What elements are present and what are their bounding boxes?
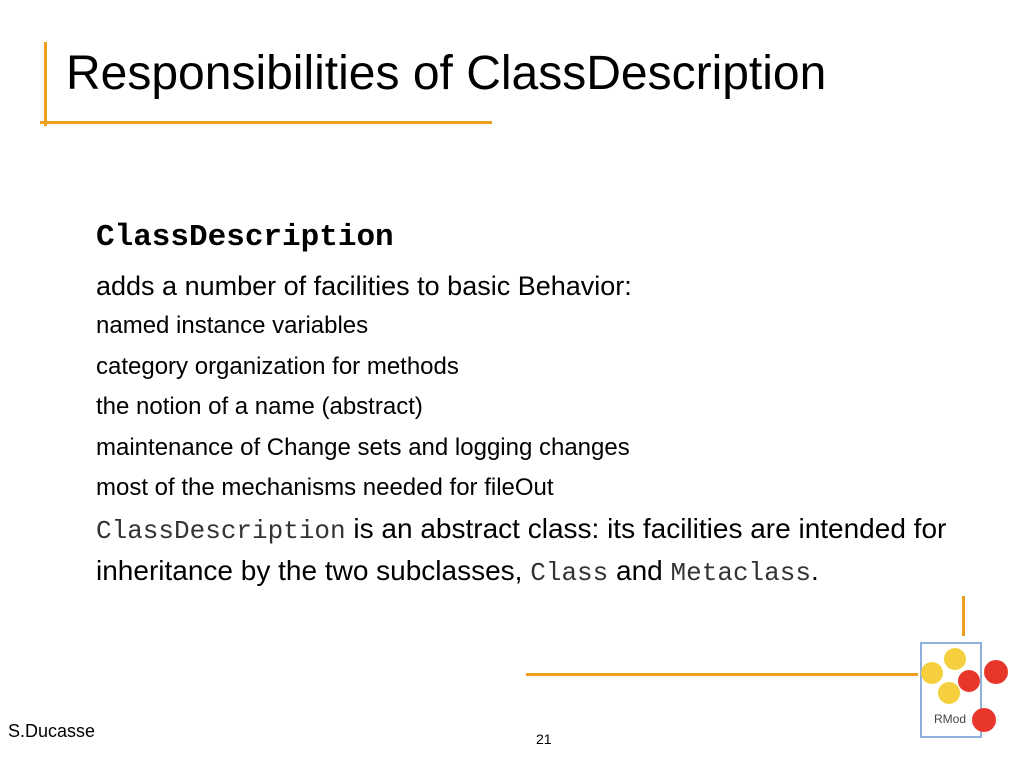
title-accent-vertical-bar <box>44 42 47 126</box>
logo-dot-red <box>958 670 980 692</box>
footer-accent-horizontal-bar <box>526 673 918 676</box>
rmod-logo <box>918 642 1010 742</box>
paragraph-text: is an abstract class: its facilities are intended for inheritance by the two subclasses, <box>96 512 947 586</box>
logo-dot-yellow <box>944 648 966 670</box>
title-accent-horizontal-bar <box>40 121 492 124</box>
intro-text: adds a number of facilities to basic Behavior: <box>96 271 632 301</box>
class-heading: ClassDescription <box>96 220 394 255</box>
logo-text: RMod <box>933 712 966 726</box>
slide-body <box>96 218 956 593</box>
list-item: category organization for methods <box>96 352 459 380</box>
page-number: 21 <box>536 731 552 747</box>
code-class: Class <box>530 557 609 588</box>
code-classdescription: ClassDescription <box>96 515 346 546</box>
list-item: the notion of a name (abstract) <box>96 393 423 420</box>
logo-dot-red <box>984 660 1008 684</box>
paragraph-text: and <box>608 554 671 586</box>
list-item: named instance variables <box>96 312 369 339</box>
list-item: maintenance of Change sets and logging changes <box>96 433 630 461</box>
footer-accent-vertical-bar <box>962 596 965 636</box>
abstract-class-paragraph <box>96 509 956 593</box>
logo-dot-yellow <box>921 662 943 684</box>
facility-list <box>96 306 956 509</box>
paragraph-text: . <box>810 554 819 586</box>
code-metaclass: Metaclass <box>670 557 811 588</box>
slide-title: Responsibilities of ClassDescription <box>66 47 827 100</box>
list-item: most of the mechanisms needed for fileOut <box>96 474 554 501</box>
author-label: S.Ducasse <box>8 721 96 741</box>
logo-dot-yellow <box>938 682 960 704</box>
